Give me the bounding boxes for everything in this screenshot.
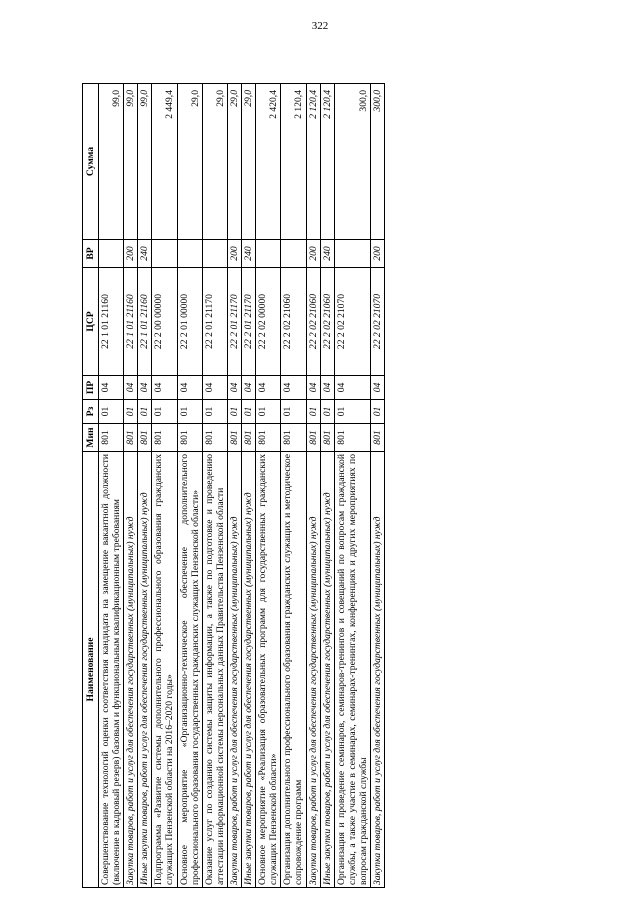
cell-vr: 240 [138,240,152,268]
cell-rz: 01 [281,400,306,424]
cell-name: Иные закупки товаров, работ и услуг для обеспечения государственных (муниципальных) нужд [242,452,256,888]
header-vr: ВР [83,240,99,268]
cell-name: Совершенствование технологий оценки соответствия кандидата на замещение вакантной должности (включение в кадровый резерв) базовым и функциональным квалификационным требованиям [99,452,124,888]
header-sum: Сумма [83,84,99,240]
cell-rz: 01 [242,400,256,424]
header-csr: ЦСР [83,268,99,376]
cell-sum: 29,0 [177,84,202,240]
cell-pr: 04 [152,376,177,400]
cell-rz: 01 [202,400,227,424]
cell-pr: 04 [306,376,320,400]
rotated-table-container [82,84,564,888]
table-row [242,84,256,888]
cell-csr: 22 2 00 00000 [152,268,177,376]
table-row [370,84,384,888]
cell-csr: 22 2 01 21170 [242,268,256,376]
budget-table [82,83,385,888]
cell-vr: 240 [320,240,334,268]
cell-min: 801 [99,424,124,452]
page-number: 322 [311,20,329,32]
cell-min: 801 [320,424,334,452]
cell-pr: 04 [320,376,334,400]
cell-name: Иные закупки товаров, работ и услуг для обеспечения государственных (муниципальных) нужд [320,452,334,888]
cell-csr: 22 2 02 21060 [320,268,334,376]
cell-sum: 300,0 [334,84,370,240]
header-row [83,84,99,888]
cell-sum: 2 120,4 [306,84,320,240]
cell-name: Основное мероприятие «Организационно-техническое обеспечение дополнительного профессионального образования государственных гражданских служащих Пензенской области» [177,452,202,888]
table-row [124,84,138,888]
table-body [99,84,385,888]
cell-csr: 22 2 02 21060 [306,268,320,376]
cell-pr: 04 [202,376,227,400]
cell-csr: 22 2 01 00000 [177,268,202,376]
cell-sum: 29,0 [202,84,227,240]
cell-min: 801 [152,424,177,452]
cell-min: 801 [124,424,138,452]
cell-sum: 99,0 [124,84,138,240]
cell-name: Иные закупки товаров, работ и услуг для обеспечения государственных (муниципальных) нужд [138,452,152,888]
table-row [99,84,124,888]
cell-csr: 22 2 01 21170 [227,268,241,376]
cell-sum: 2 120,4 [281,84,306,240]
table-row [138,84,152,888]
cell-sum: 2 449,4 [152,84,177,240]
table-row [320,84,334,888]
cell-vr [202,240,227,268]
cell-pr: 04 [138,376,152,400]
cell-sum: 29,0 [242,84,256,240]
cell-sum: 99,0 [138,84,152,240]
table-row [281,84,306,888]
cell-rz: 01 [99,400,124,424]
cell-rz: 01 [177,400,202,424]
header-name: Наименование [83,452,99,888]
cell-vr [256,240,281,268]
cell-name: Закупка товаров, работ и услуг для обеспечения государственных (муниципальных) нужд [370,452,384,888]
cell-min: 801 [306,424,320,452]
cell-vr [99,240,124,268]
table-row [334,84,370,888]
cell-rz: 01 [370,400,384,424]
cell-vr: 200 [124,240,138,268]
cell-csr: 22 2 02 21070 [334,268,370,376]
cell-vr: 200 [370,240,384,268]
cell-pr: 04 [177,376,202,400]
cell-name: Организация и проведение семинаров, семинаров-тренингов и совещаний по вопросам гражданской службы, а также участие в семинарах, семинарах-тренингах, конференциях и других мероприятиях по вопросам гражданской службы [334,452,370,888]
cell-name: Основное мероприятие «Реализация образовательных программ для государственных гражданских служащих Пензенской области» [256,452,281,888]
cell-pr: 04 [227,376,241,400]
cell-csr: 22 2 02 21070 [370,268,384,376]
cell-rz: 01 [320,400,334,424]
cell-min: 801 [227,424,241,452]
header-rz: Рз [83,400,99,424]
table-row [306,84,320,888]
cell-vr: 200 [306,240,320,268]
cell-rz: 01 [152,400,177,424]
table-row [202,84,227,888]
cell-sum: 99,0 [99,84,124,240]
cell-pr: 04 [370,376,384,400]
cell-csr: 22 2 02 00000 [256,268,281,376]
cell-vr [152,240,177,268]
cell-min: 801 [281,424,306,452]
cell-name: Закупка товаров, работ и услуг для обеспечения государственных (муниципальных) нужд [227,452,241,888]
cell-name: Закупка товаров, работ и услуг для обеспечения государственных (муниципальных) нужд [124,452,138,888]
cell-name: Подпрограмма «Развитие системы дополнительного профессионального образования гражданских служащих Пензенской области на 2016–2020 годы» [152,452,177,888]
table-row [227,84,241,888]
cell-pr: 04 [242,376,256,400]
cell-vr [177,240,202,268]
cell-rz: 01 [227,400,241,424]
cell-rz: 01 [138,400,152,424]
cell-rz: 01 [334,400,370,424]
cell-rz: 01 [256,400,281,424]
cell-csr: 22 1 01 21160 [124,268,138,376]
cell-name: Закупка товаров, работ и услуг для обеспечения государственных (муниципальных) нужд [306,452,320,888]
cell-min: 801 [370,424,384,452]
cell-vr: 200 [227,240,241,268]
cell-min: 801 [256,424,281,452]
cell-pr: 04 [256,376,281,400]
cell-min: 801 [177,424,202,452]
cell-vr [281,240,306,268]
cell-min: 801 [242,424,256,452]
cell-min: 801 [138,424,152,452]
cell-csr: 22 2 02 21060 [281,268,306,376]
cell-pr: 04 [124,376,138,400]
cell-sum: 300,0 [370,84,384,240]
header-min: Мин [83,424,99,452]
cell-sum: 2 420,4 [256,84,281,240]
header-pr: ПР [83,376,99,400]
cell-pr: 04 [99,376,124,400]
cell-name: Организация дополнительного профессионального образования гражданских служащих и методическое сопровождение программ [281,452,306,888]
table-row [256,84,281,888]
cell-csr: 22 1 01 21160 [138,268,152,376]
cell-sum: 2 120,4 [320,84,334,240]
cell-min: 801 [334,424,370,452]
cell-vr [334,240,370,268]
cell-pr: 04 [281,376,306,400]
cell-csr: 22 1 01 21160 [99,268,124,376]
table-row [152,84,177,888]
cell-pr: 04 [334,376,370,400]
cell-csr: 22 2 01 21170 [202,268,227,376]
table-row [177,84,202,888]
cell-min: 801 [202,424,227,452]
cell-sum: 29,0 [227,84,241,240]
cell-rz: 01 [306,400,320,424]
cell-name: Оказание услуг по созданию системы защиты информации, а также по подготовке и проведению аттестации информационной системы персональных данных Правительства Пензенской области [202,452,227,888]
cell-vr: 240 [242,240,256,268]
cell-rz: 01 [124,400,138,424]
